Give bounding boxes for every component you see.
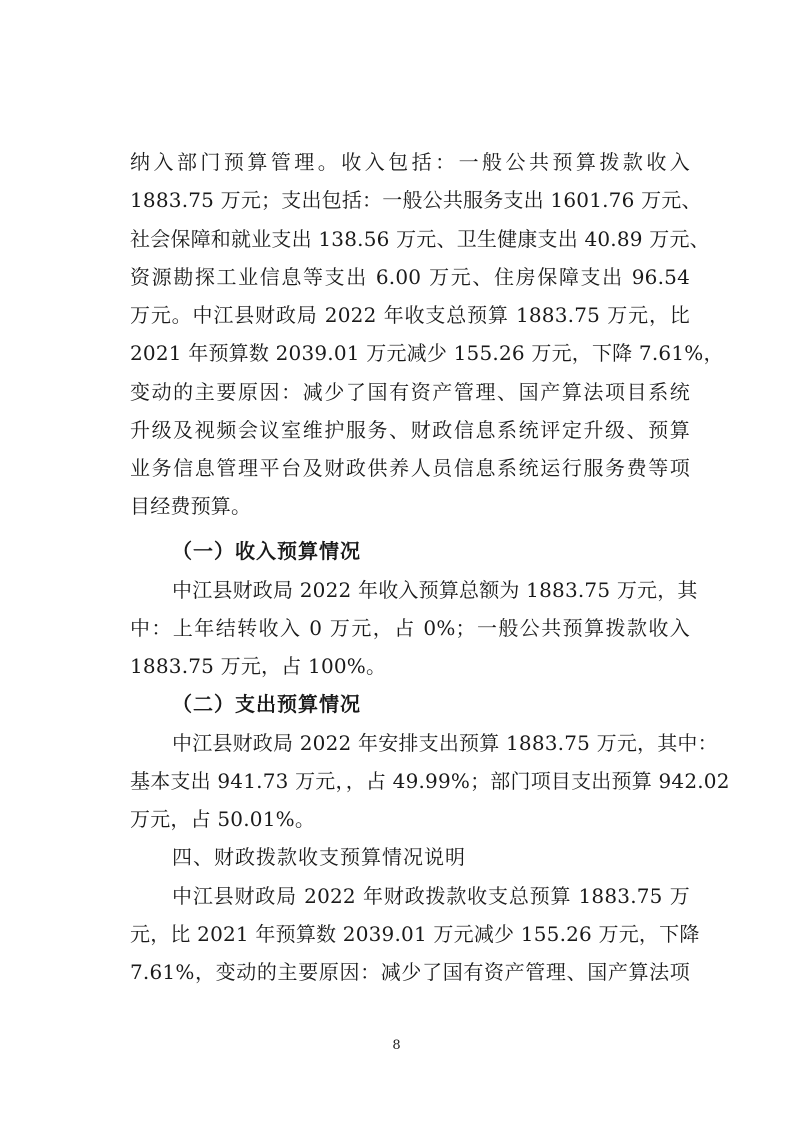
paragraph-line: 中江县财政局 2022 年收入预算总额为 1883.75 万元，其 (172, 578, 698, 602)
section-heading-fiscal: 四、财政拨款收支预算情况说明 (172, 845, 466, 869)
paragraph-line: 社会保障和就业支出 138.56 万元、卫生健康支出 40.89 万元、 (130, 227, 710, 251)
paragraph-line: 业务信息管理平台及财政供养人员信息系统运行服务费等项 (130, 456, 690, 480)
paragraph-line: 中：上年结转收入 0 万元，占 0%；一般公共预算拨款收入 (130, 616, 690, 640)
paragraph-line: 万元。中江县财政局 2022 年收支总预算 1883.75 万元，比 (130, 303, 690, 327)
paragraph-line: 基本支出 941.73 万元，，占 49.99%；部门项目支出预算 942.02 (130, 769, 730, 793)
paragraph-line: 目经费预算。 (130, 494, 252, 518)
paragraph-line: 元，比 2021 年预算数 2039.01 万元减少 155.26 万元，下降 (130, 922, 700, 946)
paragraph-line: 变动的主要原因：减少了国有资产管理、国产算法项目系统 (130, 380, 690, 404)
paragraph-line: 1883.75 万元，占 100%。 (130, 654, 387, 678)
paragraph-line: 1883.75 万元；支出包括：一般公共服务支出 1601.76 万元、 (130, 188, 702, 212)
paragraph-line: 中江县财政局 2022 年安排支出预算 1883.75 万元，其中： (172, 731, 718, 755)
paragraph-line: 7.61%，变动的主要原因：减少了国有资产管理、国产算法项 (130, 960, 690, 984)
section-heading-expense: （二）支出预算情况 (172, 692, 361, 716)
paragraph-line: 万元，占 50.01%。 (130, 807, 316, 831)
section-heading-income: （一）收入预算情况 (172, 539, 361, 563)
page-number: 8 (392, 1038, 401, 1053)
paragraph-line: 2021 年预算数 2039.01 万元减少 155.26 万元，下降 7.61%， (130, 341, 724, 365)
paragraph-line: 升级及视频会议室维护服务、财政信息系统评定升级、预算 (130, 418, 690, 442)
paragraph-line: 资源勘探工业信息等支出 6.00 万元、住房保障支出 96.54 (130, 265, 690, 289)
paragraph-line: 中江县财政局 2022 年财政拨款收支总预算 1883.75 万 (172, 884, 690, 908)
paragraph-line: 纳入部门预算管理。收入包括：一般公共预算拨款收入 (130, 150, 690, 174)
